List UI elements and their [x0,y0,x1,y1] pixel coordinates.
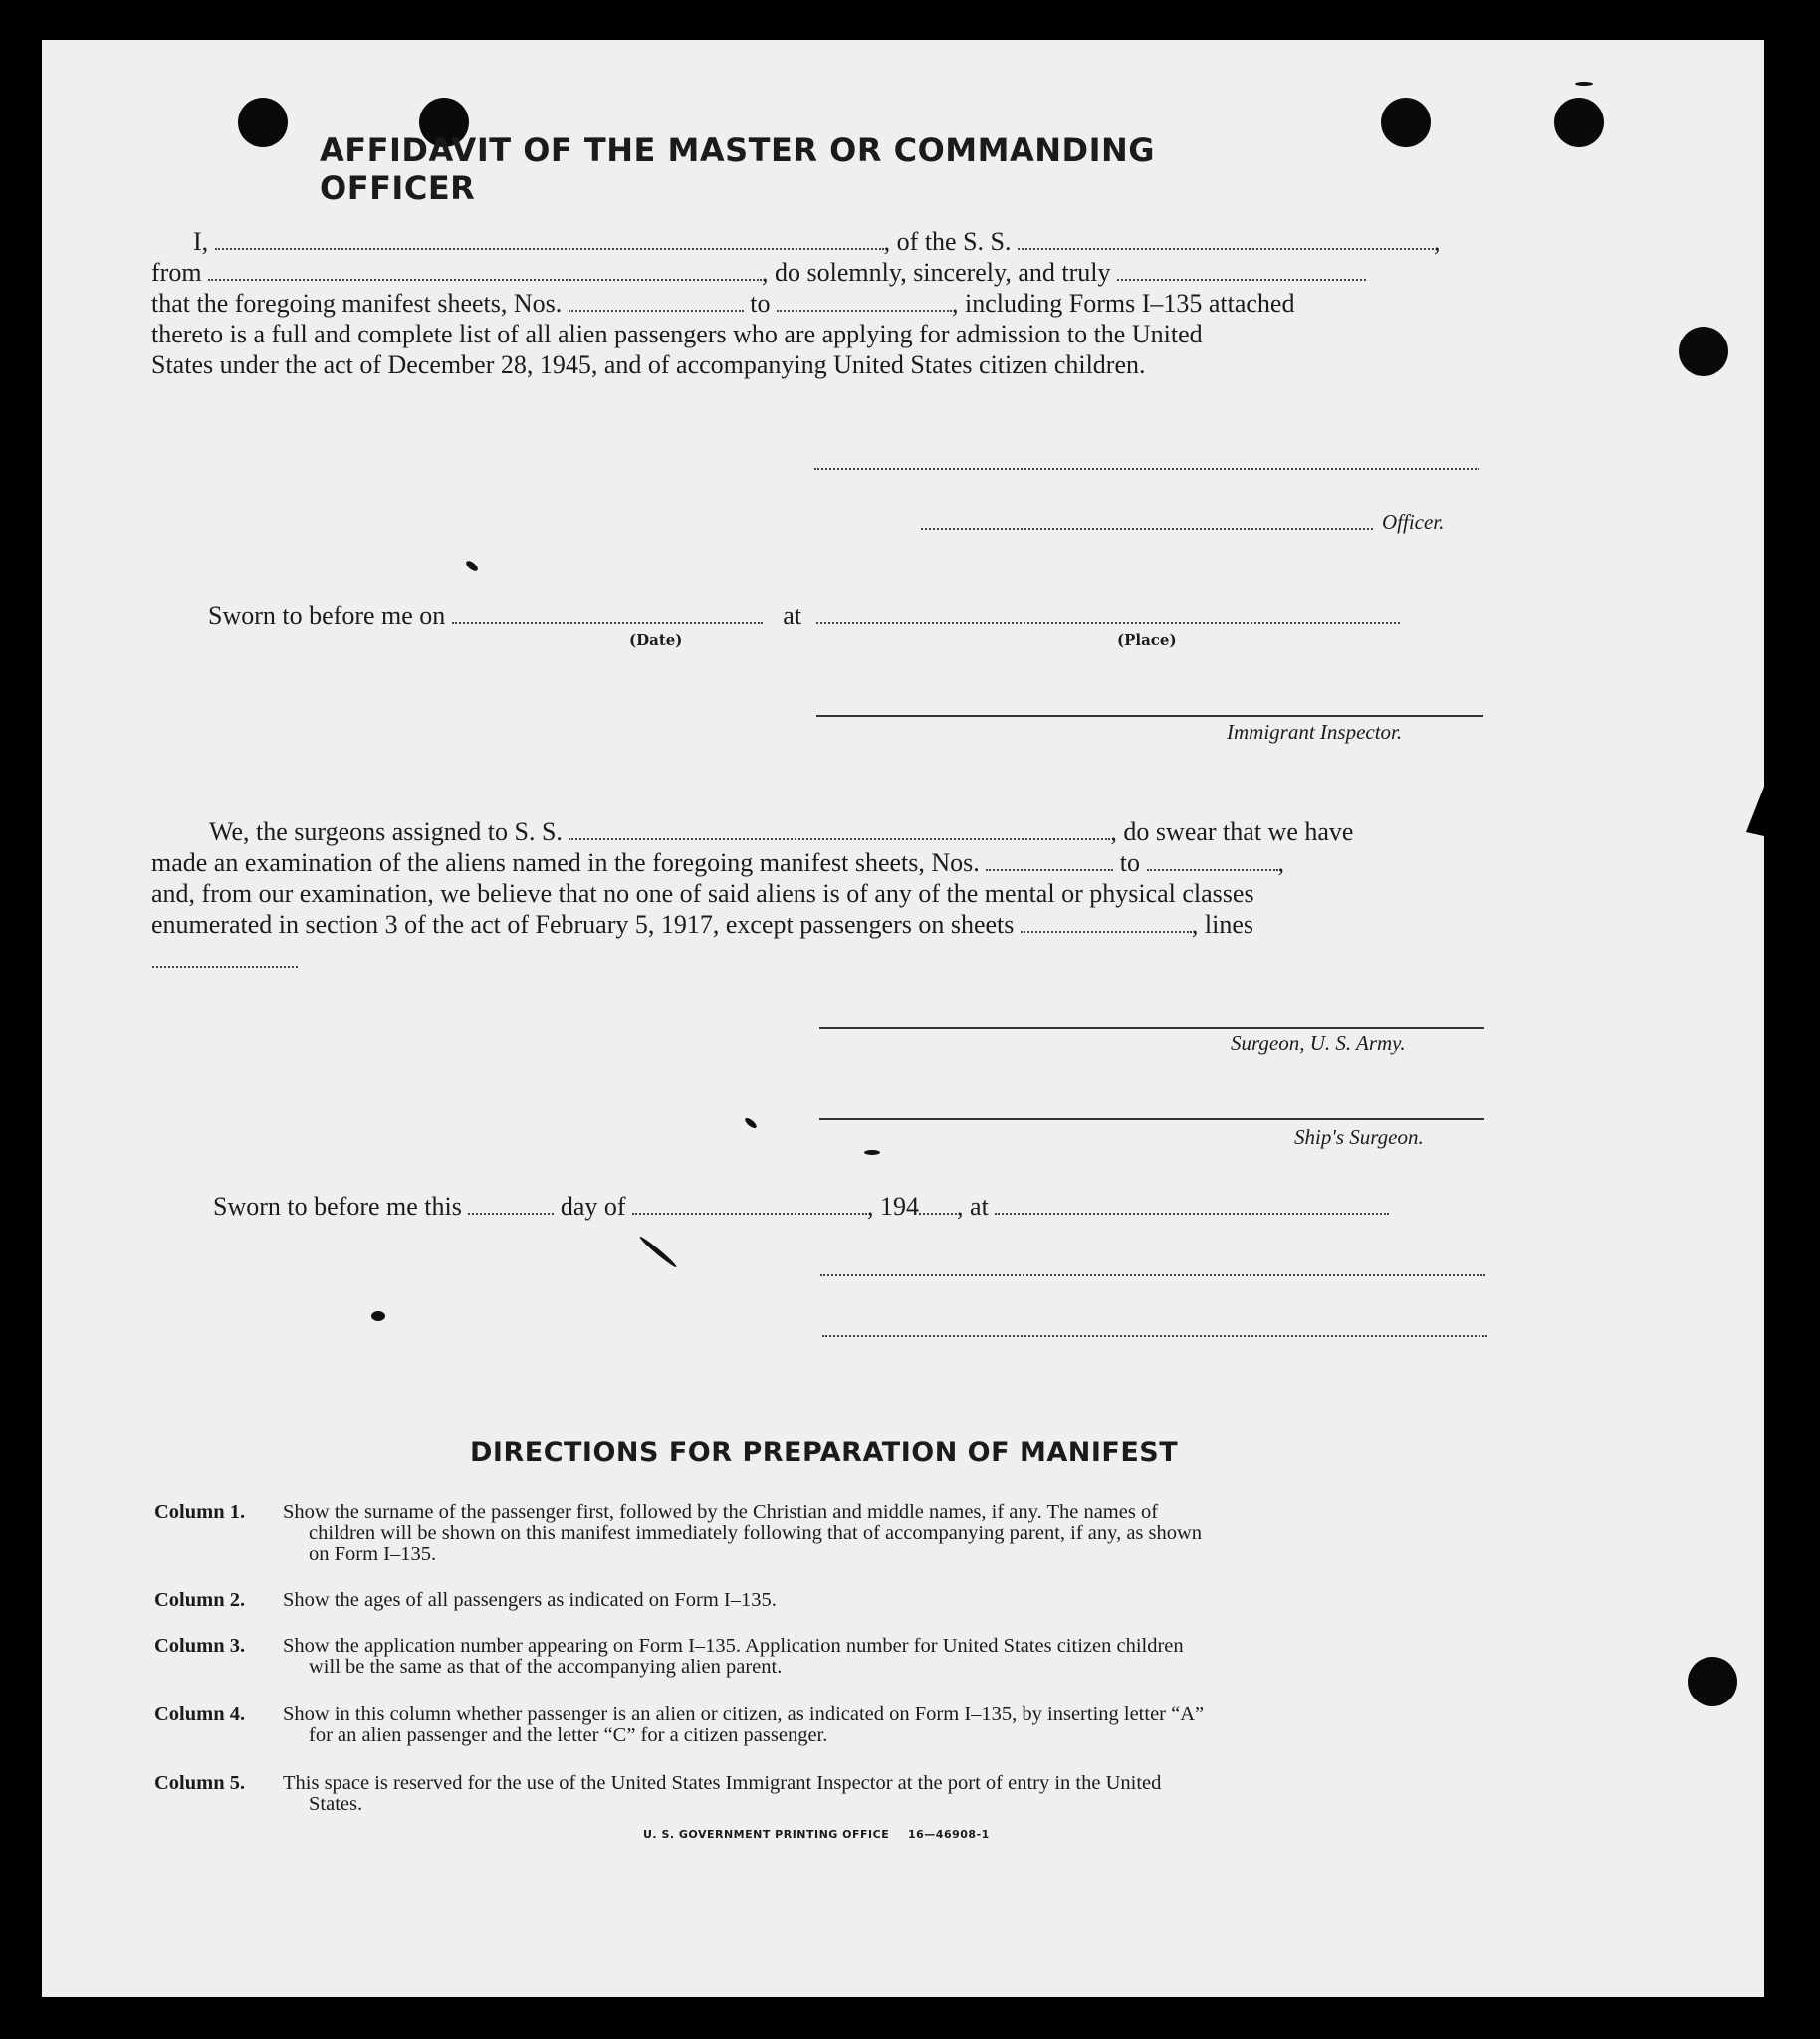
text-194: , 194 [867,1192,920,1221]
direction-column-1 [154,1502,1548,1568]
nos-from-blank [986,868,1113,871]
text-i: I, [193,227,209,256]
direction-column-2 [154,1590,1548,1614]
punch-hole [1679,327,1728,376]
sworn-this-day-line [213,1191,1389,1222]
torn-edge [1746,787,1764,836]
printer-imprint: U. S. GOVERNMENT PRINTING OFFICE [643,1828,890,1841]
column-label: Column 1. [154,1501,246,1523]
nos-to-blank [1147,868,1278,871]
from-blank [208,278,762,281]
column-label: Column 4. [154,1703,246,1725]
comma: , [1277,848,1284,877]
text-line: Show the application number appearing on Form I–135. Application number for United States citizen children [283,1635,1184,1657]
text-line: States under the act of December 28, 1945, and of accompanying United States citizen children. [151,350,1146,379]
comma: , [1434,227,1441,256]
column-text [283,1704,1513,1746]
text-line: children will be shown on this manifest immediately following that of accompanying parent, if any, as shown [309,1522,1203,1544]
form-page [42,40,1764,1997]
oath-blank [1117,278,1366,281]
ship-surgeon-label: Ship's Surgeon. [1294,1125,1424,1149]
name-blank [215,247,884,250]
punch-hole [238,98,288,147]
lines-blank [152,966,298,968]
column-label: Column 2. [154,1589,246,1611]
place-blank [995,1212,1389,1215]
punch-hole [1688,1657,1737,1706]
officer-label: Officer. [1382,510,1445,534]
text-sworn-this: Sworn to before me this [213,1192,462,1221]
text-at: , at [957,1192,989,1221]
direction-column-3 [154,1636,1548,1680]
text-line: Show in this column whether passenger is an alien or citizen, as indicated on Form I–135, by inserting letter “A” [283,1703,1205,1725]
ink-speck [864,1150,880,1155]
inspector-label: Immigrant Inspector. [1227,720,1403,744]
surgeons-paragraph [151,816,1529,940]
text-line: Show the surname of the passenger first, followed by the Christian and middle names, if any. The names of [283,1501,1159,1523]
officer-signature-line-1 [814,468,1479,470]
text-from: from [151,258,202,287]
army-surgeon-label: Surgeon, U. S. Army. [1231,1031,1406,1055]
text-line: will be the same as that of the accompanying alien parent. [309,1656,783,1678]
place-blank [816,621,1400,624]
text-do-solemnly: , do solemnly, sincerely, and truly [762,258,1111,287]
affidavit-paragraph [151,226,1529,380]
ship-surgeon-signature-line [819,1118,1484,1120]
text-line: Show the ages of all passengers as indicated on Form I–135. [283,1589,777,1611]
text-manifest-sheets: that the foregoing manifest sheets, Nos. [151,289,563,318]
text-sworn-on: Sworn to before me on [208,601,446,630]
column-text [283,1502,1513,1565]
directions-title: DIRECTIONS FOR PREPARATION OF MANIFEST [470,1437,1179,1468]
punch-hole [1381,98,1431,147]
text-including: , including Forms I–135 attached [952,289,1295,318]
date-blank [452,621,763,624]
text-surgeons: We, the surgeons assigned to S. S. [209,817,563,846]
text-line: for an alien passenger and the letter “C” for a citizen passenger. [309,1724,828,1746]
text-enumerated: enumerated in section 3 of the act of February 5, 1917, except passengers on sheets [151,910,1015,939]
text-line: thereto is a full and complete list of all alien passengers who are applying for admission to the United [151,320,1203,348]
text-lines: , lines [1191,910,1254,939]
text-to: to [1119,848,1140,877]
form-code: 16—46908-1 [908,1828,990,1841]
text-of-ss: , of the S. S. [883,227,1012,256]
punch-hole [1554,98,1604,147]
direction-column-5 [154,1773,1548,1817]
sheet-to-blank [777,309,952,312]
ink-speck [638,1235,678,1269]
ink-speck [371,1311,385,1321]
text-line: and, from our examination, we believe that no one of said aliens is of any of the mental or physical classes [151,879,1254,908]
sworn-date-line [208,600,1400,631]
column-text [283,1773,1513,1815]
text-day-of: day of [560,1192,626,1221]
month-blank [632,1212,867,1215]
text-line: on Form I–135. [309,1543,437,1565]
date-label: (Date) [629,631,683,649]
place-label: (Place) [1117,631,1177,649]
year-blank [919,1212,957,1215]
signature-line-2 [822,1335,1487,1337]
day-blank [468,1212,554,1215]
text-to: to [750,289,771,318]
affidavit-title: AFFIDAVIT OF THE MASTER OR COMMANDING OFFICER [320,131,1156,207]
text-line: States. [309,1793,363,1815]
text-line: This space is reserved for the use of the United States Immigrant Inspector at the port of entry in the United [283,1772,1162,1794]
ss-blank [569,837,1110,840]
ink-speck [464,559,479,572]
column-label: Column 5. [154,1772,246,1794]
direction-column-4 [154,1704,1548,1748]
signature-line-1 [820,1274,1485,1276]
column-text [283,1636,1513,1678]
officer-signature-line-2 [921,528,1373,530]
ink-speck [1575,82,1593,86]
inspector-signature-line [816,715,1483,717]
ink-speck [744,1116,759,1130]
ship-blank [1018,247,1434,250]
column-text [283,1590,1513,1611]
sheets-blank [1021,930,1192,933]
column-label: Column 3. [154,1635,246,1657]
sheet-from-blank [569,309,744,312]
text-examination: made an examination of the aliens named in the foregoing manifest sheets, Nos. [151,848,980,877]
text-do-swear: , do swear that we have [1110,817,1354,846]
text-at: at [783,601,802,630]
army-surgeon-signature-line [819,1027,1484,1029]
